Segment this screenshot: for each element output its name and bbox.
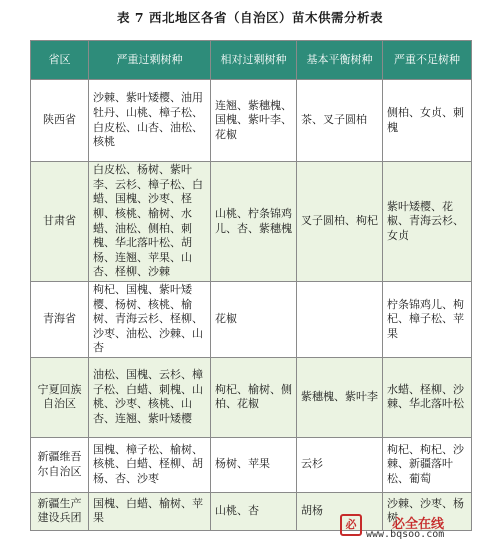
relative-surplus-cell: 连翘、紫穗槐、国槐、紫叶李、花椒 [211, 80, 297, 162]
region-cell: 青海省 [31, 282, 89, 358]
severe-shortage-cell: 紫叶矮樱、花椒、青海云杉、女贞 [383, 162, 472, 282]
relative-surplus-cell: 杨树、苹果 [211, 437, 297, 492]
header-relative-surplus: 相对过剩树种 [211, 41, 297, 80]
severe-shortage-cell: 柠条锦鸡儿、枸杞、樟子松、苹果 [383, 282, 472, 358]
header-severe-surplus: 严重过剩树种 [89, 41, 211, 80]
balanced-cell: 叉子圆柏、枸杞 [297, 162, 383, 282]
table-row-shaanxi [31, 80, 472, 162]
table-header-row [31, 41, 472, 80]
severe-surplus-cell: 枸杞、国槐、紫叶矮樱、杨树、核桃、榆树、青海云杉、柽柳、沙枣、油松、沙棘、山杏 [89, 282, 211, 358]
severe-surplus-cell: 沙棘、紫叶矮樱、油用牡丹、山桃、樟子松、白皮松、山杏、油松、核桃 [89, 80, 211, 162]
severe-shortage-cell: 水蜡、柽柳、沙棘、华北落叶松 [383, 357, 472, 437]
balanced-cell: 茶、叉子圆柏 [297, 80, 383, 162]
watermark-text: 必全在线 [392, 517, 445, 532]
relative-surplus-cell: 花椒 [211, 282, 297, 358]
region-cell: 新疆生产建设兵团 [31, 492, 89, 530]
balanced-cell: 胡杨 [297, 492, 383, 530]
supply-demand-table [30, 40, 472, 531]
table-row-qinghai [31, 282, 472, 358]
watermark-logo-icon: 必 [340, 514, 362, 536]
balanced-cell: 云杉 [297, 437, 383, 492]
table-row-ningxia [31, 357, 472, 437]
relative-surplus-cell: 枸杞、榆树、侧柏、花椒 [211, 357, 297, 437]
watermark [336, 513, 486, 543]
balanced-cell [297, 282, 383, 358]
region-cell: 陕西省 [31, 80, 89, 162]
watermark-url: www.bqsoo.com [366, 529, 445, 540]
header-severe-shortage: 严重不足树种 [383, 41, 472, 80]
severe-surplus-cell: 油松、国槐、云杉、樟子松、白蜡、刺槐、山桃、沙枣、核桃、山杏、连翘、紫叶矮樱 [89, 357, 211, 437]
region-cell: 宁夏回族自治区 [31, 357, 89, 437]
header-balanced: 基本平衡树种 [297, 41, 383, 80]
region-cell: 新疆维吾尔自治区 [31, 437, 89, 492]
table-row-gansu [31, 162, 472, 282]
region-cell: 甘肃省 [31, 162, 89, 282]
severe-surplus-cell: 国槐、白蜡、榆树、苹果 [89, 492, 211, 530]
table-title: 表 7 西北地区各省（自治区）苗木供需分析表 [117, 10, 383, 25]
severe-surplus-cell: 国槐、樟子松、榆树、核桃、白蜡、柽柳、胡杨、杏、沙枣 [89, 437, 211, 492]
header-region: 省区 [31, 41, 89, 80]
table-row-xinjiang [31, 437, 472, 492]
severe-surplus-cell: 白皮松、杨树、紫叶李、云杉、樟子松、白蜡、国槐、沙枣、柽柳、核桃、榆树、水蜡、油松、侧柏、刺槐、华北落叶松、胡杨、连翘、苹果、山杏、柽柳、沙棘 [89, 162, 211, 282]
severe-shortage-cell: 侧柏、女贞、刺槐 [383, 80, 472, 162]
severe-shortage-cell: 枸杞、枸杞、沙棘、新疆落叶松、葡萄 [383, 437, 472, 492]
severe-shortage-cell: 沙棘、沙枣、杨树 [383, 492, 472, 530]
relative-surplus-cell: 山桃、杏 [211, 492, 297, 530]
relative-surplus-cell: 山桃、柠条锦鸡儿、杏、紫穗槐 [211, 162, 297, 282]
balanced-cell: 紫穗槐、紫叶李 [297, 357, 383, 437]
